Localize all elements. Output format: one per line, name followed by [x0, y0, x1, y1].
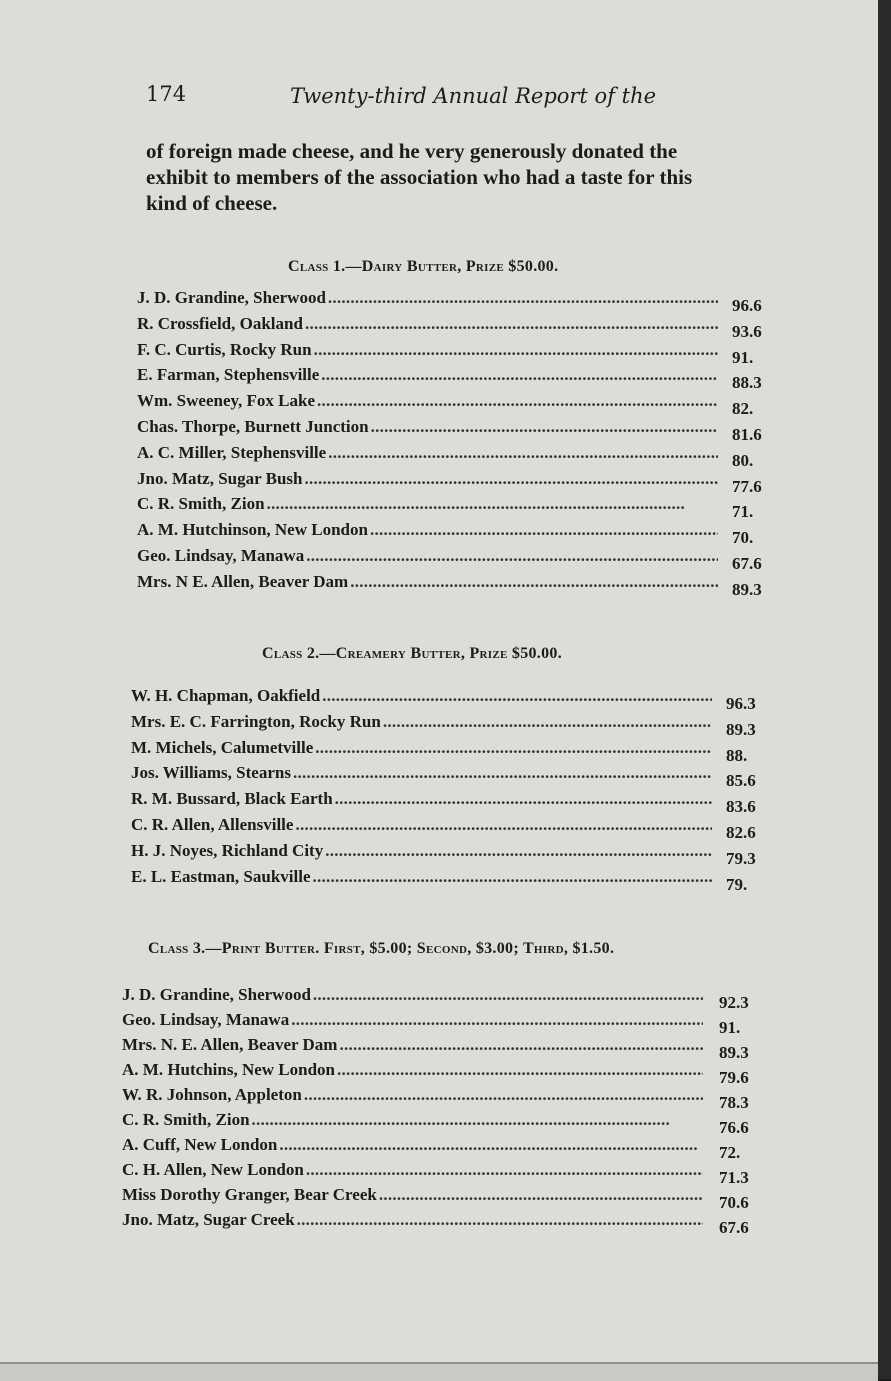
- dot-leader: [293, 763, 712, 783]
- result-row: [0, 815, 878, 842]
- result-row: [0, 288, 878, 315]
- result-row: [0, 1160, 878, 1187]
- score-value: 70.6: [719, 1193, 749, 1212]
- score-value: 89.3: [719, 1043, 749, 1062]
- result-row: [0, 494, 878, 522]
- dot-leader: [321, 365, 718, 385]
- exhibitor-name: Jno. Matz, Sugar Bush: [137, 468, 303, 488]
- result-leader: [122, 1160, 703, 1184]
- result-row: [0, 840, 878, 868]
- result-leader: [137, 443, 718, 467]
- page-header: [146, 82, 786, 112]
- dot-leader: [383, 712, 712, 732]
- result-leader: [137, 546, 718, 570]
- class-1-heading: Class 1.—Dairy Butter, Prize $50.00.: [288, 258, 559, 275]
- score-value: 71.: [732, 502, 754, 522]
- exhibitor-name: Miss Dorothy Granger, Bear Creek: [122, 1185, 377, 1204]
- result-leader: [131, 738, 712, 762]
- score-value: 82.6: [726, 823, 756, 842]
- result-row: [0, 339, 878, 367]
- dot-leader: [306, 546, 718, 566]
- page-bottom-edge: [0, 1362, 878, 1381]
- result-row: [0, 520, 878, 548]
- result-row: [0, 711, 878, 739]
- dot-leader: [305, 314, 718, 334]
- exhibitor-name: F. C. Curtis, Rocky Run: [137, 339, 312, 359]
- result-row: [0, 1085, 878, 1112]
- result-leader: [122, 1185, 703, 1209]
- result-row: [0, 1110, 878, 1137]
- score-value: 80.: [732, 450, 754, 470]
- score-value: 78.3: [719, 1093, 749, 1112]
- score-value: 88.3: [732, 373, 762, 393]
- exhibitor-name: Mrs. E. C. Farrington, Rocky Run: [131, 711, 381, 731]
- exhibitor-name: Mrs. N. E. Allen, Beaver Dam: [122, 1035, 338, 1054]
- dot-leader: [314, 340, 718, 360]
- score-value: 79.3: [726, 848, 756, 868]
- result-row: [0, 1035, 878, 1062]
- result-row: [0, 468, 878, 496]
- result-leader: [131, 763, 712, 787]
- dot-leader: [379, 1185, 703, 1205]
- dot-leader: [313, 985, 703, 1005]
- dot-leader: [297, 1210, 703, 1230]
- exhibitor-name: A. M. Hutchinson, New London: [137, 520, 368, 540]
- result-row: [0, 1060, 878, 1087]
- exhibitor-name: E. Farman, Stephensville: [137, 365, 320, 385]
- result-leader: [137, 572, 718, 596]
- score-value: 76.6: [719, 1118, 749, 1137]
- dot-leader: [304, 1085, 703, 1105]
- running-title: Twenty-third Annual Report of the: [290, 84, 657, 108]
- result-leader: [131, 789, 712, 813]
- result-row: [0, 1010, 878, 1037]
- page-number: 174: [146, 82, 187, 106]
- exhibitor-name: M. Michels, Calumetville: [131, 737, 314, 757]
- dot-leader: [267, 494, 718, 514]
- score-value: 91.: [719, 1018, 741, 1037]
- result-row: [0, 866, 878, 894]
- result-leader: [137, 314, 718, 338]
- dot-leader: [371, 417, 718, 437]
- class-3-heading: Class 3.—Print Butter. First, $5.00; Second, $3.00; Third, $1.50.: [148, 940, 615, 957]
- exhibitor-name: Jos. Williams, Stearns: [131, 763, 291, 783]
- result-leader: [137, 469, 718, 493]
- result-leader: [122, 1210, 703, 1234]
- score-value: 96.6: [732, 296, 762, 315]
- score-value: 79.6: [719, 1068, 749, 1087]
- exhibitor-name: A. Cuff, New London: [122, 1135, 278, 1154]
- dot-leader: [306, 1160, 703, 1180]
- result-leader: [137, 417, 718, 441]
- score-value: 89.3: [726, 719, 756, 739]
- dot-leader: [295, 815, 712, 835]
- result-row: [0, 686, 878, 713]
- dot-leader: [279, 1135, 703, 1155]
- dot-leader: [339, 1035, 703, 1055]
- scan-right-edge: [878, 0, 891, 1379]
- dot-leader: [325, 841, 712, 861]
- intro-line: kind of cheese.: [146, 191, 278, 215]
- dot-leader: [304, 469, 718, 489]
- score-value: 67.6: [732, 554, 762, 573]
- result-row: [0, 1135, 878, 1162]
- intro-line: exhibit to members of the association who had a taste for this: [146, 165, 693, 189]
- result-leader: [122, 1010, 703, 1034]
- exhibitor-name: C. H. Allen, New London: [122, 1160, 304, 1179]
- score-value: 71.3: [719, 1168, 749, 1187]
- score-value: 82.: [732, 399, 754, 419]
- score-value: 72.: [719, 1143, 741, 1162]
- result-row: [0, 985, 878, 1012]
- result-leader: [131, 712, 712, 736]
- dot-leader: [317, 391, 718, 411]
- result-leader: [137, 288, 718, 312]
- result-leader: [122, 1085, 703, 1109]
- result-leader: [131, 841, 712, 865]
- score-value: 93.6: [732, 321, 762, 341]
- exhibitor-name: C. R. Smith, Zion: [137, 494, 265, 514]
- result-row: [0, 737, 878, 765]
- dot-leader: [313, 867, 713, 887]
- result-row: [0, 763, 878, 791]
- exhibitor-name: A. M. Hutchins, New London: [122, 1060, 336, 1079]
- score-value: 77.6: [732, 476, 762, 496]
- intro-line: of foreign made cheese, and he very generously donated the: [146, 139, 678, 163]
- result-row: [0, 789, 878, 817]
- dot-leader: [337, 1060, 703, 1080]
- result-row: [0, 546, 878, 573]
- score-value: 79.: [726, 874, 748, 894]
- exhibitor-name: Jno. Matz, Sugar Creek: [122, 1210, 295, 1229]
- exhibitor-name: J. D. Grandine, Sherwood: [122, 985, 311, 1004]
- score-value: 81.6: [732, 425, 762, 444]
- exhibitor-name: E. L. Eastman, Saukville: [131, 866, 311, 886]
- result-leader: [122, 1110, 703, 1134]
- dot-leader: [370, 520, 718, 540]
- dot-leader: [328, 288, 718, 308]
- result-leader: [137, 391, 718, 415]
- dot-leader: [335, 789, 712, 809]
- score-value: 89.3: [732, 579, 762, 599]
- result-leader: [137, 340, 718, 364]
- exhibitor-name: Chas. Thorpe, Burnett Junction: [137, 417, 369, 436]
- exhibitor-name: Geo. Lindsay, Manawa: [137, 546, 305, 565]
- exhibitor-name: Mrs. N E. Allen, Beaver Dam: [137, 571, 349, 591]
- result-leader: [131, 867, 712, 891]
- result-row: [0, 313, 878, 341]
- intro-paragraph: [146, 138, 780, 216]
- score-value: 83.6: [726, 797, 756, 817]
- result-row: [0, 571, 878, 599]
- exhibitor-name: A. C. Miller, Stephensville: [137, 442, 327, 462]
- result-leader: [122, 985, 703, 1009]
- result-row: [0, 1185, 878, 1212]
- score-value: 88.: [726, 745, 748, 765]
- result-leader: [131, 686, 712, 710]
- dot-leader: [252, 1110, 703, 1130]
- exhibitor-name: W. R. Johnson, Appleton: [122, 1085, 302, 1104]
- result-leader: [122, 1135, 703, 1159]
- exhibitor-name: C. R. Smith, Zion: [122, 1110, 250, 1129]
- result-row: [0, 442, 878, 470]
- exhibitor-name: Wm. Sweeney, Fox Lake: [137, 391, 316, 411]
- class-2-heading: Class 2.—Creamery Butter, Prize $50.00.: [262, 645, 563, 662]
- score-value: 70.: [732, 528, 754, 548]
- exhibitor-name: J. D. Grandine, Sherwood: [137, 288, 326, 307]
- exhibitor-name: W. H. Chapman, Oakfield: [131, 686, 321, 705]
- exhibitor-name: H. J. Noyes, Richland City: [131, 840, 324, 860]
- dot-leader: [291, 1010, 703, 1030]
- result-row: [0, 391, 878, 419]
- score-value: 85.6: [726, 771, 756, 791]
- exhibitor-name: Geo. Lindsay, Manawa: [122, 1010, 290, 1029]
- score-value: 67.6: [719, 1218, 749, 1237]
- dot-leader: [350, 572, 718, 592]
- result-leader: [122, 1035, 703, 1059]
- score-value: 91.: [732, 347, 754, 367]
- result-row: [0, 365, 878, 393]
- exhibitor-name: R. M. Bussard, Black Earth: [131, 789, 333, 809]
- result-leader: [137, 365, 718, 389]
- dot-leader: [315, 738, 712, 758]
- dot-leader: [322, 686, 712, 706]
- result-leader: [122, 1060, 703, 1084]
- exhibitor-name: R. Crossfield, Oakland: [137, 313, 303, 333]
- exhibitor-name: C. R. Allen, Allensville: [131, 815, 294, 834]
- score-value: 96.3: [726, 694, 756, 713]
- score-value: 92.3: [719, 993, 749, 1012]
- result-row: [0, 1210, 878, 1237]
- result-leader: [137, 520, 718, 544]
- result-leader: [131, 815, 712, 839]
- result-row: [0, 417, 878, 444]
- dot-leader: [328, 443, 718, 463]
- result-leader: [137, 494, 718, 518]
